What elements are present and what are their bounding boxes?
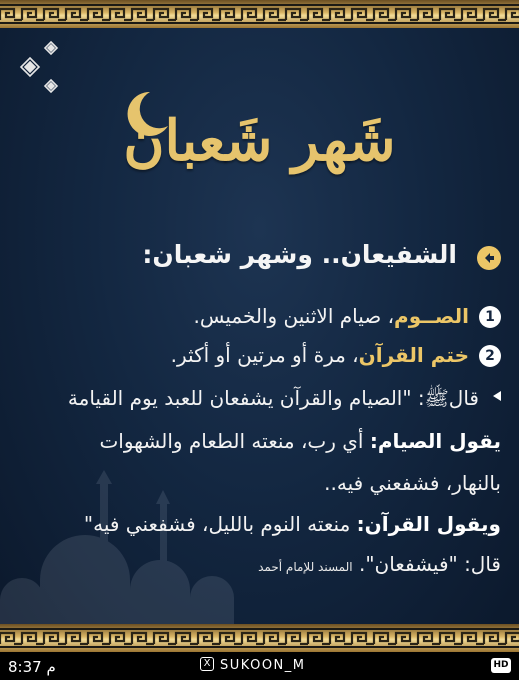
account-handle[interactable]: SUKOON_M — [220, 658, 306, 673]
hadith-line — [84, 510, 501, 538]
item-label: الصــوم — [394, 304, 469, 328]
x-logo-icon: X — [200, 657, 214, 671]
timestamp: 8:37 م — [8, 658, 56, 676]
arrow-circle-icon — [477, 246, 501, 270]
hadith-speaker: يقول الصيام: — [369, 429, 501, 453]
hadith-line: بالنهار، فشفعني فيه.. — [324, 471, 501, 495]
number-badge: 1 — [479, 306, 501, 328]
hadith-text: قالﷺ: "الصيام والقرآن يشفعان للعبد يوم القيامة — [67, 386, 479, 410]
hadith-line — [68, 384, 501, 412]
number-badge: 2 — [479, 345, 501, 367]
list-item — [194, 302, 501, 330]
item-text: ، مرة أو مرتين أو أكثر. — [170, 343, 359, 367]
page-title: شَهر شَعبان — [123, 108, 396, 174]
video-status-bar — [0, 652, 519, 680]
hadith-line — [99, 427, 501, 455]
hadith-text: قال: "فيشفعان". — [358, 552, 501, 576]
hadith-line — [258, 550, 501, 581]
hd-badge[interactable]: HD — [491, 658, 511, 673]
mosque-silhouette-icon — [0, 470, 260, 625]
bullet-arrow-icon — [493, 391, 501, 401]
item-text: ، صيام الاثنين والخميس. — [193, 304, 395, 328]
section-heading: الشفيعان.. وشهر شعبان: — [142, 240, 457, 269]
hadith-source: المسند للإمام أحمد — [258, 560, 353, 574]
bottom-ornamental-border — [0, 624, 519, 652]
hadith-speaker: ويقول القرآن: — [356, 512, 501, 536]
top-ornamental-border — [0, 0, 519, 28]
hadith-text: أي رب، منعته الطعام والشهوات — [99, 429, 370, 453]
item-label: ختم القرآن — [358, 343, 469, 367]
list-item — [171, 341, 501, 369]
diamond-ornament-icon — [16, 40, 66, 100]
hadith-text: منعته النوم بالليل، فشفعني فيه" — [83, 512, 357, 536]
